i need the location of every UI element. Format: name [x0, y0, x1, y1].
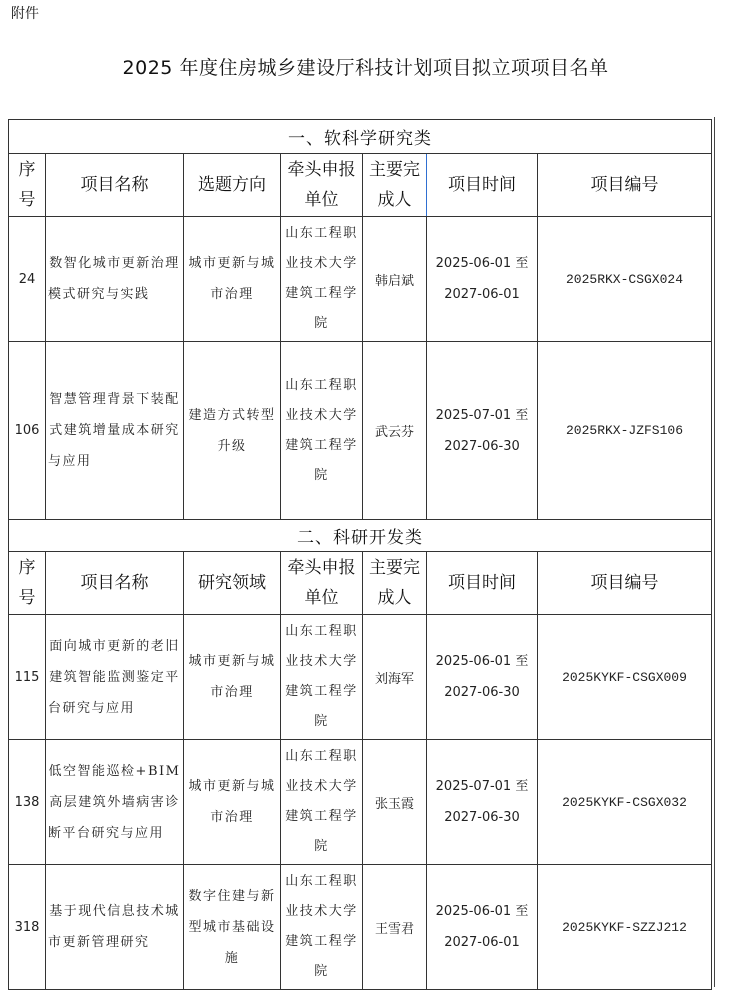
header-unit: 牵头申报 单位 — [281, 154, 363, 217]
header-row — [9, 154, 712, 217]
cell-code: 2025KYKF-SZZJ212 — [538, 865, 712, 990]
project-list-table — [8, 119, 712, 990]
header-time: 项目时间 — [427, 552, 538, 615]
cell-name: 数智化城市更新治理模式研究与实践 — [46, 217, 184, 342]
cell-seq: 138 — [9, 740, 46, 865]
header-seq: 序 号 — [9, 552, 46, 615]
cell-name: 基于现代信息技术城市更新管理研究 — [46, 865, 184, 990]
cell-time: 2025-07-01 至 2027-06-30 — [427, 740, 538, 865]
attachment-label: 附件 — [11, 6, 39, 22]
cell-name: 智慧管理背景下装配式建筑增量成本研究与应用 — [46, 342, 184, 520]
cell-time: 2025-06-01 至 2027-06-30 — [427, 615, 538, 740]
section-heading-row — [9, 520, 712, 552]
section-heading-row — [9, 120, 712, 154]
cell-person: 张玉霞 — [363, 740, 427, 865]
cell-code: 2025KYKF-CSGX032 — [538, 740, 712, 865]
table-row — [9, 865, 712, 990]
cell-unit: 山东工程职业技术大学建筑工程学院 — [281, 217, 363, 342]
cell-time: 2025-06-01 至 2027-06-01 — [427, 217, 538, 342]
table-row — [9, 615, 712, 740]
cell-person: 武云芬 — [363, 342, 427, 520]
cell-person: 王雪君 — [363, 865, 427, 990]
cell-direction: 数字住建与新型城市基础设施 — [184, 865, 281, 990]
header-code: 项目编号 — [538, 154, 712, 217]
cell-person: 刘海军 — [363, 615, 427, 740]
cell-time: 2025-06-01 至 2027-06-01 — [427, 865, 538, 990]
header-unit: 牵头申报 单位 — [281, 552, 363, 615]
header-name: 项目名称 — [46, 552, 184, 615]
header-direction: 选题方向 — [184, 154, 281, 217]
header-name: 项目名称 — [46, 154, 184, 217]
cell-unit: 山东工程职业技术大学建筑工程学院 — [281, 740, 363, 865]
section-heading: 一、软科学研究类 — [9, 120, 712, 154]
table-row — [9, 217, 712, 342]
header-time: 项目时间 — [427, 154, 538, 217]
cell-unit: 山东工程职业技术大学建筑工程学院 — [281, 342, 363, 520]
cell-seq: 115 — [9, 615, 46, 740]
cell-code: 2025RKX-JZFS106 — [538, 342, 712, 520]
cell-person: 韩启斌 — [363, 217, 427, 342]
cell-unit: 山东工程职业技术大学建筑工程学院 — [281, 865, 363, 990]
cell-code: 2025KYKF-CSGX009 — [538, 615, 712, 740]
cell-seq: 24 — [9, 217, 46, 342]
cell-direction: 城市更新与城市治理 — [184, 217, 281, 342]
cell-unit: 山东工程职业技术大学建筑工程学院 — [281, 615, 363, 740]
header-seq: 序 号 — [9, 154, 46, 217]
document-title: 2025 年度住房城乡建设厅科技计划项目拟立项项目名单 — [122, 57, 609, 79]
header-person: 主要完 成人 — [363, 154, 427, 217]
table-row — [9, 740, 712, 865]
header-person: 主要完 成人 — [363, 552, 427, 615]
cell-direction: 城市更新与城市治理 — [184, 615, 281, 740]
cell-name: 低空智能巡检+BIM高层建筑外墙病害诊断平台研究与应用 — [46, 740, 184, 865]
cell-name: 面向城市更新的老旧建筑智能监测鉴定平台研究与应用 — [46, 615, 184, 740]
section-heading: 二、科研开发类 — [9, 520, 712, 552]
cell-seq: 318 — [9, 865, 46, 990]
page-margin-line — [714, 117, 715, 987]
cell-time: 2025-07-01 至 2027-06-30 — [427, 342, 538, 520]
table-row — [9, 342, 712, 520]
header-row — [9, 552, 712, 615]
header-code: 项目编号 — [538, 552, 712, 615]
header-direction: 研究领域 — [184, 552, 281, 615]
cell-direction: 建造方式转型升级 — [184, 342, 281, 520]
cell-seq: 106 — [9, 342, 46, 520]
cell-code: 2025RKX-CSGX024 — [538, 217, 712, 342]
cell-direction: 城市更新与城市治理 — [184, 740, 281, 865]
